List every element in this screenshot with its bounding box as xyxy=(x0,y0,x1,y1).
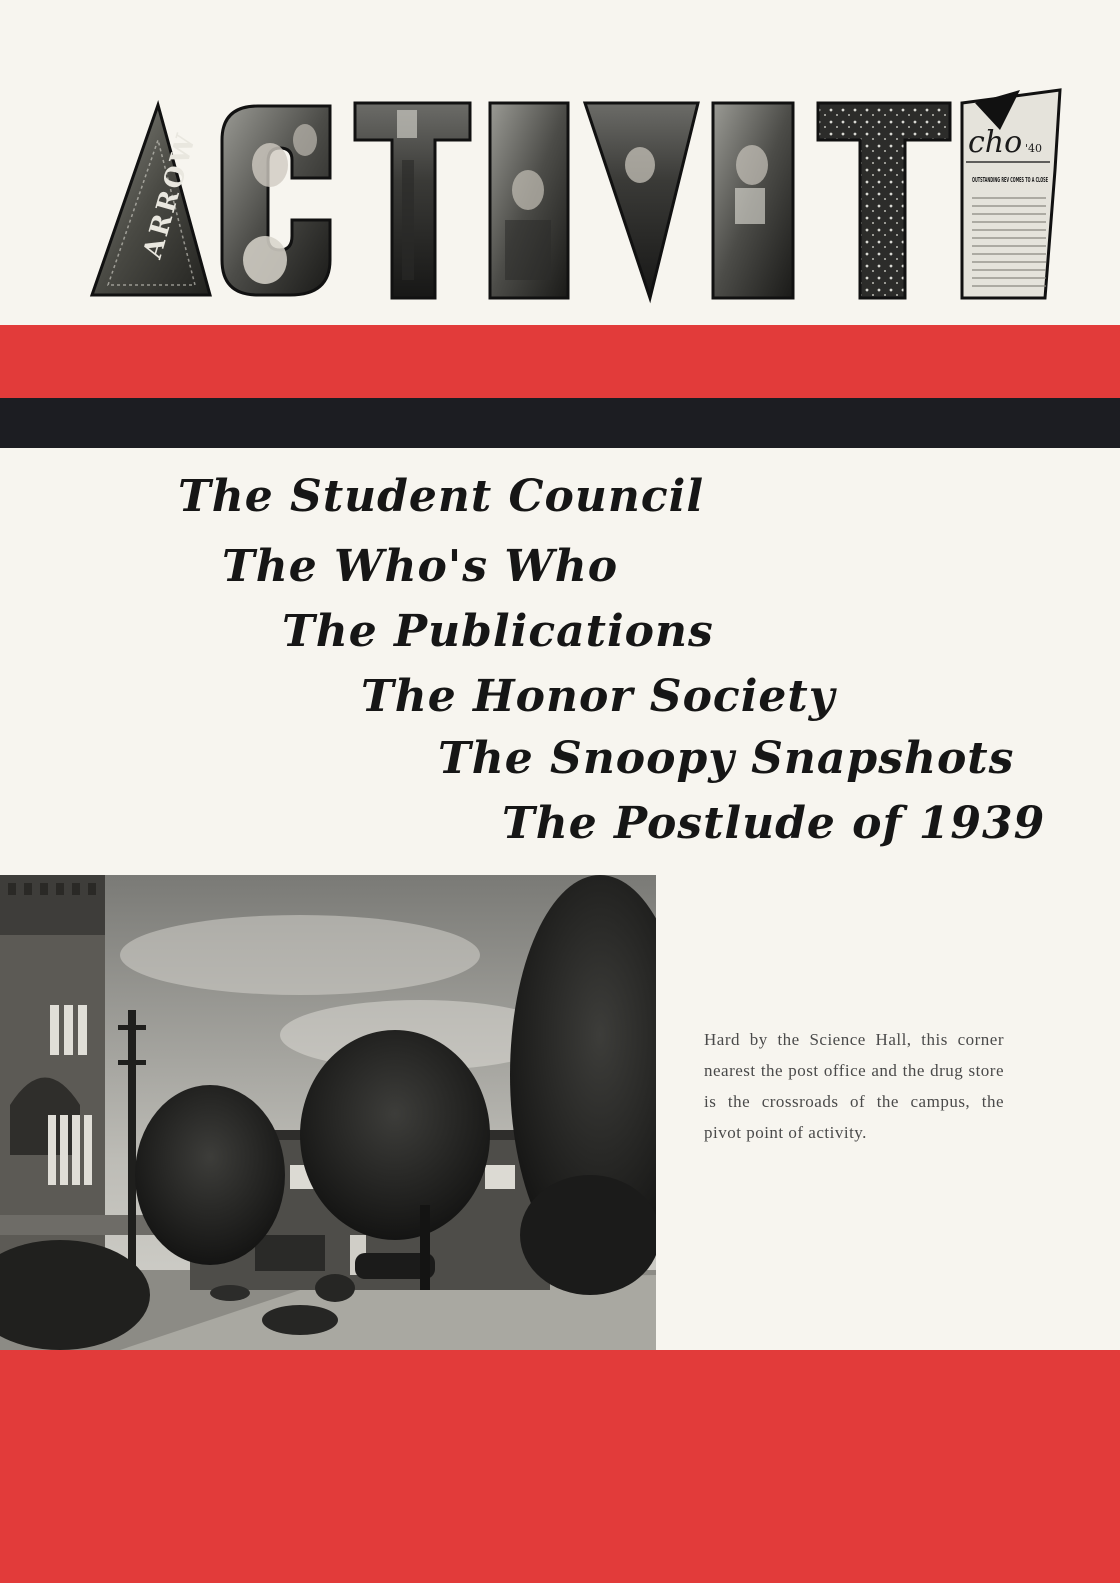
pennant-text: ARROW xyxy=(137,128,203,262)
section-whos-who: The Who's Who xyxy=(222,541,619,592)
activity-title xyxy=(0,70,1120,320)
dark-band xyxy=(0,398,1120,448)
letter-a-pennant xyxy=(92,105,210,295)
red-band-bottom xyxy=(0,1350,1120,1583)
section-snoopy-snapshots: The Snoopy Snapshots xyxy=(438,733,1015,784)
science-hall-photo xyxy=(0,875,656,1350)
section-honor-society: The Honor Society xyxy=(361,671,836,722)
photo-caption: Hard by the Science Hall, this corner nearest the post office and the drug store is the crossroads of the campus, the pivot point of activity. xyxy=(704,1030,1004,1142)
letter-c-photo xyxy=(222,106,330,295)
section-publications: The Publications xyxy=(282,606,714,657)
letter-t-1-photo xyxy=(355,103,470,298)
newspaper-year: '40 xyxy=(1025,142,1043,155)
letter-i-2-photo xyxy=(713,103,793,298)
newspaper-masthead: cho xyxy=(968,125,1023,160)
letter-v-photo xyxy=(585,103,698,298)
newspaper-headline: OUTSTANDING REV COMES TO A CLOSE xyxy=(972,176,1049,184)
section-postlude-1939: The Postlude of 1939 xyxy=(502,798,1046,849)
letter-y-newspaper xyxy=(962,90,1060,298)
section-list xyxy=(0,460,1120,860)
section-student-council: The Student Council xyxy=(178,471,705,522)
letter-i-1-photo xyxy=(490,103,568,298)
letter-t-2-photo xyxy=(818,103,950,298)
red-band-top xyxy=(0,325,1120,398)
